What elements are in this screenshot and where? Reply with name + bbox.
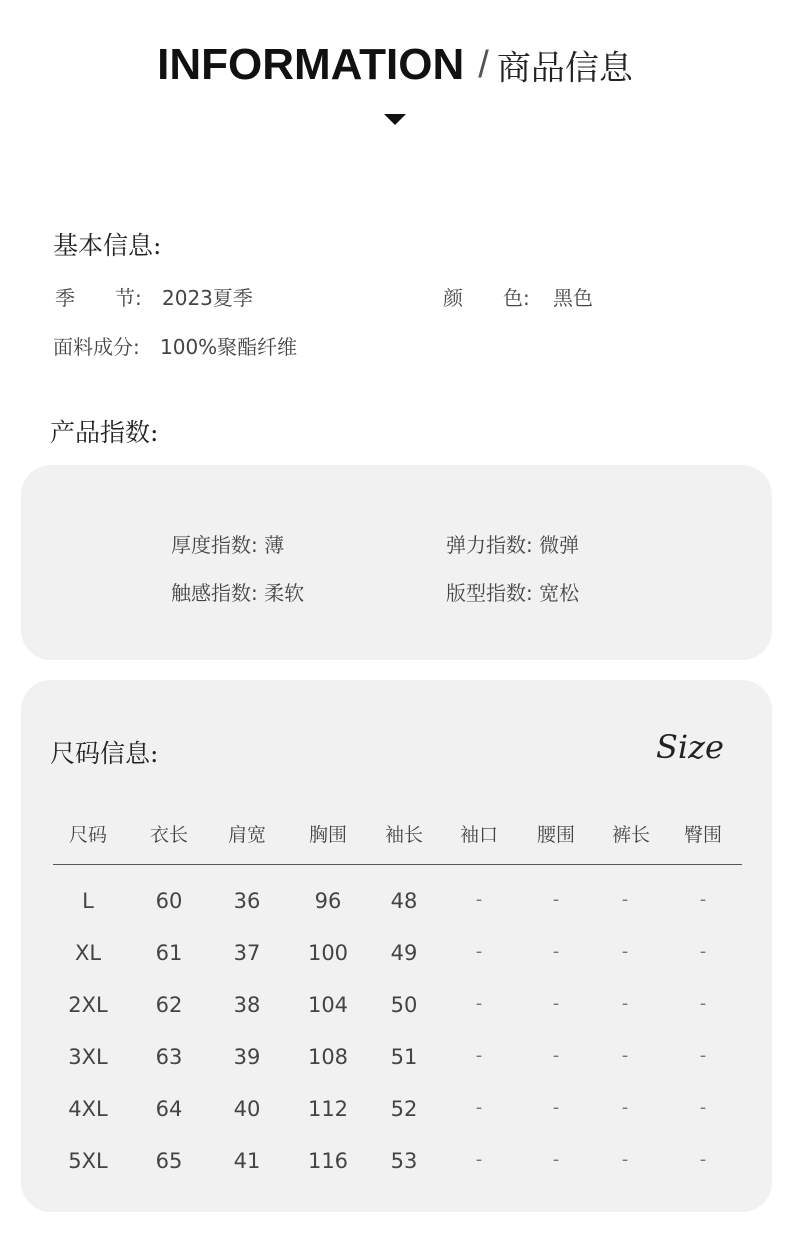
table-divider (53, 864, 742, 865)
table-cell: - (475, 1045, 483, 1066)
title-chinese: 商品信息 (496, 48, 633, 89)
table-cell: - (621, 1045, 629, 1066)
table-cell: - (552, 993, 560, 1014)
table-cell: 50 (390, 993, 418, 1017)
table-cell: 112 (307, 1097, 349, 1121)
index-panel (21, 465, 772, 660)
table-cell: 49 (390, 941, 418, 965)
table-cell: 3XL (68, 1045, 108, 1069)
table-cell: 62 (155, 993, 183, 1017)
table-cell: - (475, 941, 483, 962)
size-logo: Size (656, 728, 724, 766)
thickness-index: 厚度指数: 薄 (171, 533, 285, 557)
table-cell: - (552, 1149, 560, 1170)
table-cell: 65 (155, 1149, 183, 1173)
table-cell: 53 (390, 1149, 418, 1173)
table-cell: 4XL (68, 1097, 108, 1121)
table-cell: - (552, 1097, 560, 1118)
table-cell: 60 (155, 889, 183, 913)
column-header-length: 衣长 (149, 824, 189, 846)
fabric-value: 100%聚酯纤维 (160, 335, 298, 359)
basic-info-heading: 基本信息: (53, 231, 162, 260)
table-cell: - (621, 941, 629, 962)
table-cell: 96 (314, 889, 342, 913)
season-value: 2023夏季 (162, 286, 253, 310)
table-cell: - (699, 941, 707, 962)
fabric-label: 面料成分: (53, 335, 140, 359)
color-value: 黑色 (553, 286, 593, 310)
table-cell: - (475, 1149, 483, 1170)
table-cell: - (699, 889, 707, 910)
table-cell: 51 (390, 1045, 418, 1069)
table-cell: - (699, 1149, 707, 1170)
table-row (0, 993, 790, 1023)
table-cell: 116 (307, 1149, 349, 1173)
table-cell: - (699, 1045, 707, 1066)
title-slash: / (478, 43, 489, 86)
table-cell: - (552, 889, 560, 910)
fit-index: 版型指数: 宽松 (446, 581, 580, 605)
table-cell: - (621, 1097, 629, 1118)
elasticity-index: 弹力指数: 微弹 (446, 533, 580, 557)
table-cell: 36 (233, 889, 261, 913)
table-cell: 48 (390, 889, 418, 913)
column-header-pants-length: 裤长 (611, 824, 651, 846)
table-cell: 38 (233, 993, 261, 1017)
table-cell: - (475, 889, 483, 910)
table-cell: XL (74, 941, 102, 965)
column-header-shoulder: 肩宽 (227, 824, 267, 846)
table-cell: - (699, 993, 707, 1014)
table-cell: 37 (233, 941, 261, 965)
table-cell: - (552, 1045, 560, 1066)
table-cell: - (621, 993, 629, 1014)
table-row (0, 1097, 790, 1127)
table-cell: - (621, 889, 629, 910)
table-cell: 2XL (68, 993, 108, 1017)
table-row (0, 1045, 790, 1075)
touch-index: 触感指数: 柔软 (171, 581, 305, 605)
column-header-sleeve-length: 袖长 (384, 824, 424, 846)
table-cell: 63 (155, 1045, 183, 1069)
table-cell: 41 (233, 1149, 261, 1173)
column-header-hip: 臀围 (683, 824, 723, 846)
title-english: INFORMATION (157, 40, 465, 89)
caret-down-icon (384, 114, 406, 125)
size-info-heading: 尺码信息: (50, 739, 159, 768)
table-cell: 64 (155, 1097, 183, 1121)
season-label: 季 节: (55, 286, 142, 310)
table-cell: - (475, 993, 483, 1014)
column-header-chest: 胸围 (308, 824, 348, 846)
page-header (0, 40, 790, 90)
color-label: 颜 色: (443, 286, 530, 310)
column-header-waist: 腰围 (536, 824, 576, 846)
table-cell: - (699, 1097, 707, 1118)
table-cell: L (82, 889, 94, 913)
table-row (0, 1149, 790, 1179)
table-cell: 40 (233, 1097, 261, 1121)
column-header-cuff: 袖口 (459, 824, 499, 846)
table-cell: - (552, 941, 560, 962)
table-cell: 39 (233, 1045, 261, 1069)
table-cell: 52 (390, 1097, 418, 1121)
table-cell: 104 (307, 993, 349, 1017)
table-row (0, 941, 790, 971)
table-cell: 108 (307, 1045, 349, 1069)
table-cell: - (475, 1097, 483, 1118)
table-cell: 100 (307, 941, 349, 965)
table-cell: - (621, 1149, 629, 1170)
table-row (0, 889, 790, 919)
table-cell: 61 (155, 941, 183, 965)
product-index-heading: 产品指数: (50, 418, 159, 447)
column-header-size: 尺码 (68, 824, 108, 846)
table-cell: 5XL (68, 1149, 108, 1173)
